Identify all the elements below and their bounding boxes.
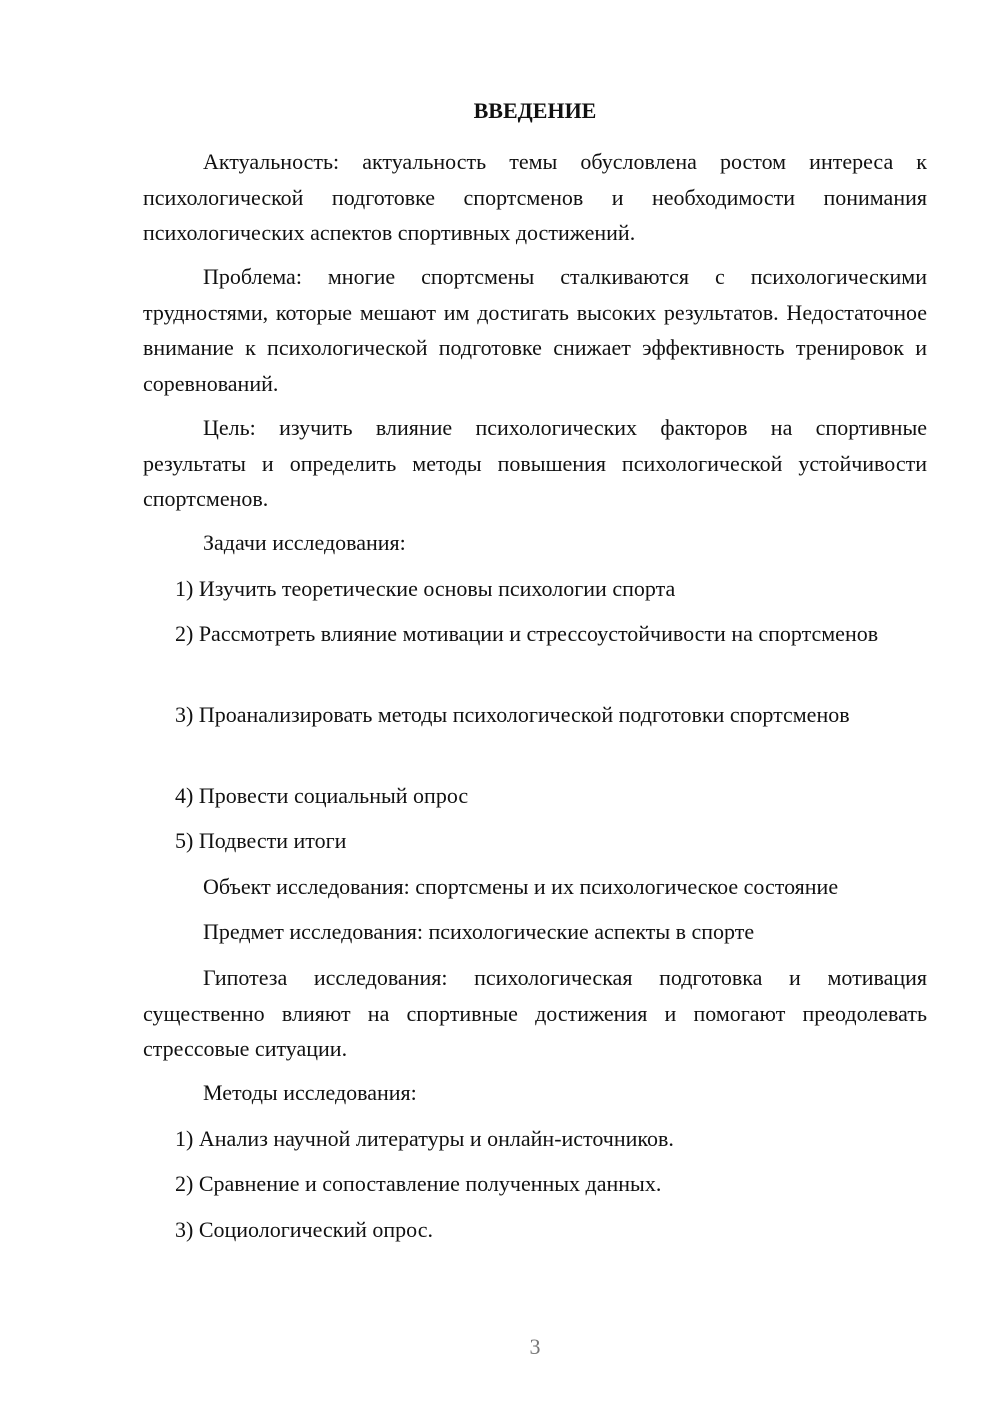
method-item-2: 2) Сравнение и сопоставление полученных данных. [175, 1171, 662, 1196]
relevance-paragraph: Актуальность: актуальность темы обусловлена ростом интереса к психологической подготовке спортсменов и необходимости понимания психологических аспектов спортивных достижений. [143, 149, 927, 245]
task-item-5: 5) Подвести итоги [175, 828, 347, 853]
task-item-2: 2) Рассмотреть влияние мотивации и стрессоустойчивости на спортсменов [175, 621, 879, 646]
method-item-1: 1) Анализ научной литературы и онлайн-источников. [175, 1126, 674, 1151]
page-number: 3 [529, 1334, 541, 1359]
tasks-heading: Задачи исследования: [203, 530, 406, 555]
task-item-3: 3) Проанализировать методы психологической подготовки спортсменов [175, 702, 850, 727]
method-item-3: 3) Социологический опрос. [175, 1217, 433, 1242]
hypothesis-paragraph: Гипотеза исследования: психологическая подготовка и мотивация существенно влияют на спортивные достижения и помогают преодолевать стрессовые ситуации. [143, 965, 927, 1061]
subject-paragraph: Предмет исследования: психологические аспекты в спорте [203, 919, 755, 944]
methods-heading: Методы исследования: [203, 1080, 417, 1105]
task-item-4: 4) Провести социальный опрос [175, 783, 469, 808]
task-item-1: 1) Изучить теоретические основы психологии спорта [175, 576, 676, 601]
problem-paragraph: Проблема: многие спортсмены сталкиваются с психологическими трудностями, которые мешают им достигать высоких результатов. Недостаточное внимание к психологической подготовке снижает эффективность тренировок и соревнований. [143, 264, 927, 396]
goal-paragraph: Цель: изучить влияние психологических факторов на спортивные результаты и определить методы повышения психологической устойчивости спортсменов. [143, 415, 927, 511]
page-title: ВВЕДЕНИЕ [473, 98, 597, 123]
object-paragraph: Объект исследования: спортсмены и их психологическое состояние [203, 874, 839, 899]
